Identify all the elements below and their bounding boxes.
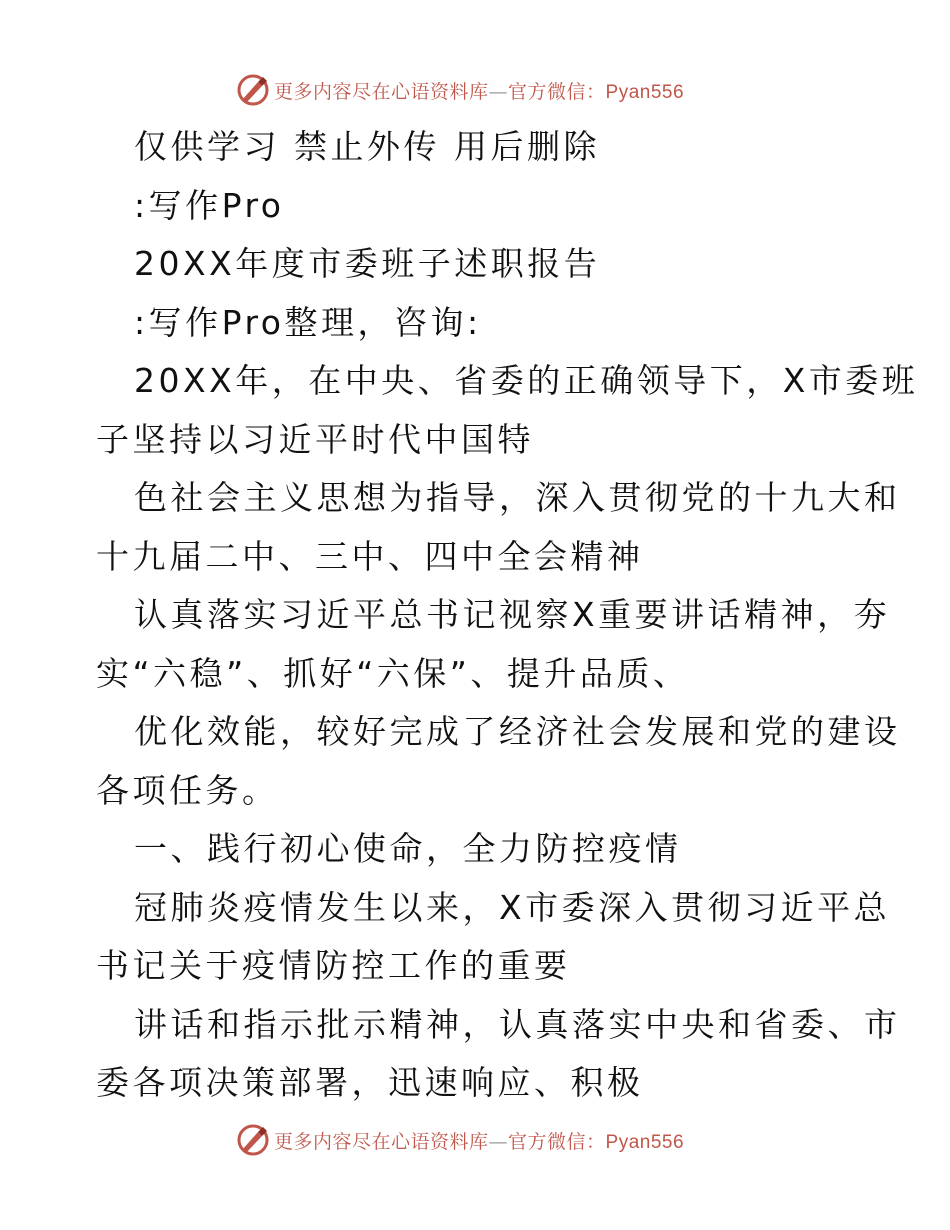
banner-separator: —: [488, 80, 509, 103]
paragraph-line: 实“六稳”、抓好“六保”、提升品质、: [96, 653, 690, 693]
paragraph-line: 书记关于疫情防控工作的重要: [96, 946, 571, 985]
author-line: :写作Pro: [134, 185, 285, 225]
document-title: 20XX年度市委班子述职报告: [134, 244, 601, 283]
paragraph-line: 认真落实习近平总书记视察X重要讲话精神，夯: [134, 595, 891, 634]
pen-logo-icon: [236, 1123, 270, 1157]
banner-wechat-id: Pyan556: [605, 1131, 685, 1153]
paragraph-line: 十九届二中、三中、四中全会精神: [96, 536, 644, 576]
banner-slogan: 更多内容尽在心语资料库: [274, 1130, 489, 1153]
section-heading: 一、践行初心使命，全力防控疫情: [134, 829, 682, 868]
paragraph-line: 冠肺炎疫情发生以来，X市委深入贯彻习近平总: [134, 887, 891, 927]
banner-wechat-label: 官方微信：: [508, 80, 606, 103]
pen-logo-icon: [236, 73, 270, 107]
banner-separator: —: [488, 1130, 509, 1153]
compiled-by-line: :写作Pro整理，咨询:: [134, 302, 482, 342]
paragraph-line: 20XX年，在中央、省委的正确领导下，X市委班: [134, 361, 919, 400]
document-body: [96, 118, 919, 1113]
paragraph-line: 讲话和指示批示精神，认真落实中央和省委、市: [134, 1004, 901, 1044]
paragraph-line: 各项任务。: [96, 770, 279, 810]
banner-wechat-label: 官方微信：: [508, 1130, 606, 1153]
paragraph-line: 委各项决策部署，迅速响应、积极: [96, 1063, 644, 1102]
banner-wechat-id: Pyan556: [605, 81, 685, 103]
header-banner: [236, 72, 684, 108]
banner-slogan: 更多内容尽在心语资料库: [274, 80, 489, 103]
paragraph-line: 色社会主义思想为指导，深入贯彻党的十九大和: [134, 478, 901, 517]
notice-line: 仅供学习 禁止外传 用后删除: [134, 127, 600, 166]
paragraph-line: 优化效能，较好完成了经济社会发展和党的建设: [134, 712, 901, 751]
paragraph-line: 子坚持以习近平时代中国特: [96, 419, 534, 459]
footer-banner: [236, 1122, 684, 1158]
